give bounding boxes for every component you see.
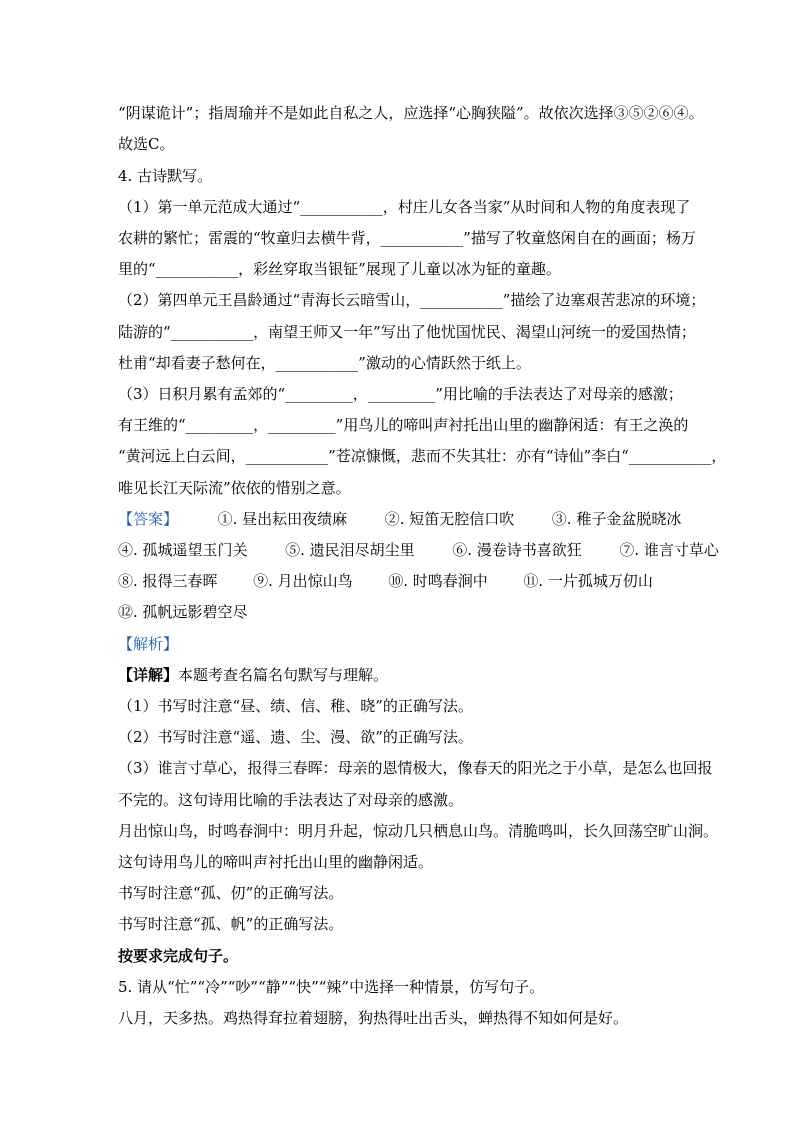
answer-row (118, 571, 653, 591)
analysis-row (118, 634, 178, 654)
text-line: （1）第一单元范成大通过“___________，村庄儿女各当家”从时间和人物的角度表现了 (118, 198, 691, 216)
answer-item: ①. 昼出耘田夜绩麻 (217, 510, 348, 528)
answer-label: 【答案】 (118, 510, 179, 528)
answer-item: ⑨. 月出惊山鸟 (253, 572, 353, 590)
answer-item: ⑥. 漫卷诗书喜欲狂 (452, 541, 582, 559)
text-line: “黄河远上白云间，___________”苍凉慷慨，悲而不失其壮：亦有“诗仙”李白“___________， (118, 447, 727, 465)
detail-text: 本题考查名篇名句默写与理解。 (178, 666, 389, 684)
answer-row (118, 540, 719, 560)
answer-item: ⑩. 时鸣春涧中 (388, 572, 488, 590)
question-title: 4. 古诗默写。 (118, 167, 213, 185)
text-line: （3）日积月累有孟郊的“_________，_________”用比喻的手法表达了对母亲的感激； (118, 385, 683, 403)
text-line: 唯见长江天际流”依依的惜别之意。 (118, 479, 351, 497)
analysis-row (118, 665, 388, 685)
analysis-line: 月出惊山鸟，时鸣春涧中：明月升起，惊动几只栖息山鸟。清脆鸣叫，长久回荡空旷山涧。 (118, 822, 719, 840)
analysis-line: 这句诗用鸟儿的啼叫声衬托出山里的幽静闲适。 (118, 853, 434, 871)
answer-item: ⑤. 遗民泪尽胡尘里 (285, 541, 415, 559)
text-line: 有王维的“_________，_________”用鸟儿的啼叫声衬托出山里的幽静闲适：有王之涣的 (118, 416, 689, 434)
analysis-line: 不完的。这句诗用比喻的手法表达了对母亲的感激。 (118, 791, 464, 809)
analysis-line: （1）书写时注意“昼、绩、信、稚、晓”的正确写法。 (118, 697, 473, 715)
analysis-line: 书写时注意“孤、帆”的正确写法。 (118, 915, 344, 933)
text-line: “阴谋诡计”；指周瑜并不是如此自私之人，应选择“心胸狭隘”。故依次选择③⑤②⑥④。 (118, 104, 704, 122)
text-line: 陆游的“___________，南望王师又一年”写出了他忧国忧民、渴望山河统一的爱国热情； (118, 323, 696, 341)
answer-item: ⑧. 报得三春晖 (118, 572, 218, 590)
question-title: 5. 请从“忙”“冷”“吵”“静”“快”“辣”中选择一种情景，仿写句子。 (118, 978, 545, 996)
answer-item: ③. 稚子金盆脱晓冰 (551, 510, 682, 528)
text-line: （2）第四单元王昌龄通过“青海长云暗雪山，___________”描绘了边塞艰苦悲凉的环境； (118, 291, 706, 309)
text-line: 故选C。 (118, 135, 175, 153)
text-line: 里的“___________，彩丝穿取当银钲”展现了儿童以冰为钲的童趣。 (118, 260, 561, 278)
text-line: 杜甫“却看妻子愁何在，___________”激动的心情跃然于纸上。 (118, 354, 531, 372)
example-sentence: 八月，天多热。鸡热得耷拉着翅膀，狗热得吐出舌头，蝉热得不知如何是好。 (118, 1009, 629, 1027)
answer-item: ⑪. 一片孤城万仞山 (523, 572, 653, 590)
section-title: 按要求完成句子。 (118, 947, 239, 965)
answer-item: ②. 短笛无腔信口吹 (384, 510, 515, 528)
answer-item: ⑦. 谁言寸草心 (619, 541, 719, 559)
answer-row (118, 602, 248, 622)
analysis-line: 书写时注意“孤、仞”的正确写法。 (118, 884, 344, 902)
answer-item: ⑫. 孤帆远影碧空尽 (118, 603, 248, 621)
detail-label: 【详解】 (118, 666, 179, 684)
answer-item: ④. 孤城遥望玉门关 (118, 541, 248, 559)
text-line: 农耕的繁忙；雷震的“牧童归去横牛背，___________”描写了牧童悠闲自在的画面；杨万 (118, 229, 696, 247)
answer-row (118, 509, 681, 529)
analysis-label: 【解析】 (118, 635, 179, 653)
analysis-line: （3）谁言寸草心，报得三春晖：母亲的恩情极大，像春天的阳光之于小草，是怎么也回报 (118, 759, 713, 777)
analysis-line: （2）书写时注意“遥、遗、尘、漫、欲”的正确写法。 (118, 728, 473, 746)
